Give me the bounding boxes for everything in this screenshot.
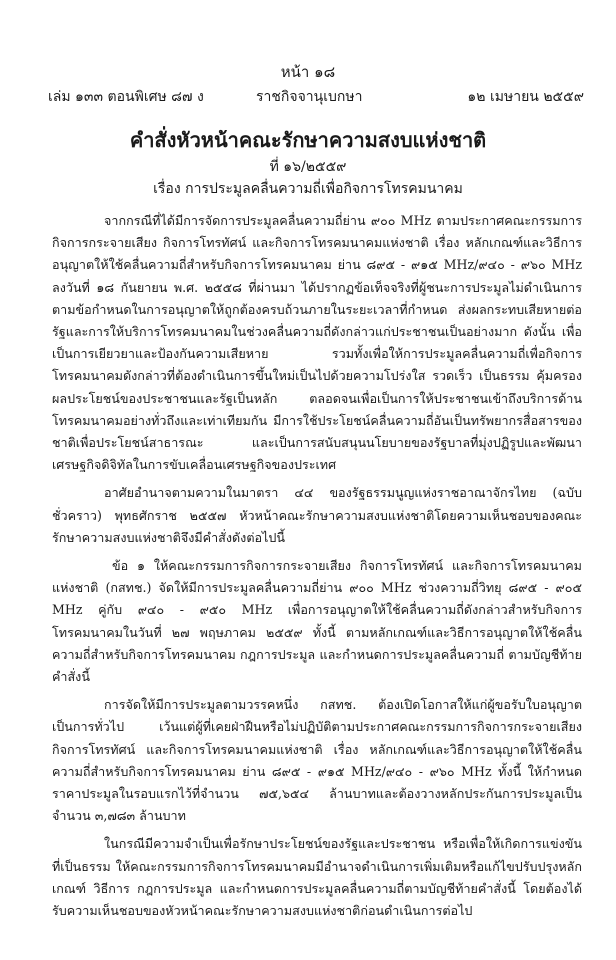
order-body [52,210,582,928]
order-subject: เรื่อง การประมูลคลื่นความถี่เพื่อกิจการโทรคมนาคม [153,181,463,197]
gazette-name: ราชกิจจานุเบกษา [256,89,363,105]
paragraph-background: จากกรณีที่ได้มีการจัดการประมูลคลื่นความถี่ย่าน ๙๐๐ MHz ตามประกาศคณะกรรมการกิจการกระจายเสียง กิจการโทรทัศน์ และกิจการโทรคมนาคมแห่งชาติ เรื่อง หลักเกณฑ์และวิธีการอนุญาตให้ใช้คลื่นความถี่สำหรับกิจการโทรคมนาคม ย่าน ๘๙๕ - ๙๑๕ MHz/๙๔๐ - ๙๖๐ MHz ลงวันที่ ๑๘ กันยายน พ.ศ. ๒๕๕๘ ที่ผ่านมา ได้ปรากฏข้อเท็จจริงที่ผู้ชนะการประมูลไม่ดำเนินการตามข้อกำหนดในการอนุญาตให้ถูกต้องครบถ้วนภายในระยะเวลาที่กำหนด ส่งผลกระทบเสียหายต่อรัฐและการให้บริการโทรคมนาคมในช่วงคลื่นความถี่ดังกล่าวแก่ประชาชนเป็นอย่างมาก ดังนั้น เพื่อเป็นการเยียวยาและป้องกันความเสียหาย รวมทั้งเพื่อให้การประมูลคลื่นความถี่เพื่อกิจการโทรคมนาคมดังกล่าวที่ต้องดำเนินการขึ้นใหม่เป็นไปด้วยความโปร่งใส รวดเร็ว เป็นธรรม คุ้มครองผลประโยชน์ของประชาชนและรัฐเป็นหลัก ตลอดจนเพื่อเป็นการให้ประชาชนเข้าถึงบริการด้านโทรคมนาคมอย่างทั่วถึงและเท่าเทียมกัน มีการใช้ประโยชน์คลื่นความถี่อันเป็นทรัพยากรสื่อสารของชาติเพื่อประโยชน์สาธารณะ และเป็นการสนับสนุนนโยบายของรัฐบาลที่มุ่งปฏิรูปและพัฒนาเศรษฐกิจดิจิทัลในการขับเคลื่อนเศรษฐกิจของประเทศ [52,213,582,473]
paragraph-authority: อาศัยอำนาจตามความในมาตรา ๔๔ ของรัฐธรรมนูญแห่งราชอาณาจักรไทย (ฉบับชั่วคราว) พุทธศักราช ๒๕๕๗ หัวหน้าคณะรักษาความสงบแห่งชาติโดยความเห็นชอบของคณะรักษาความสงบแห่งชาติจึงมีคำสั่งดังต่อไปนี้ [52,485,582,545]
paragraph-clause-1: ข้อ ๑ ให้คณะกรรมการกิจการกระจายเสียง กิจการโทรทัศน์ และกิจการโทรคมนาคมแห่งชาติ (กสทช.) จัดให้มีการประมูลคลื่นความถี่ย่าน ๙๐๐ MHz ช่วงความถี่วิทยุ ๘๙๕ - ๙๐๕ MHz คู่กับ ๙๔๐ - ๙๕๐ MHz เพื่อการอนุญาตให้ใช้คลื่นความถี่ดังกล่าวสำหรับกิจการโทรคมนาคมในวันที่ ๒๗ พฤษภาคม ๒๕๕๙ ทั้งนี้ ตามหลักเกณฑ์และวิธีการอนุญาตให้ใช้คลื่นความถี่สำหรับกิจการโทรคมนาคม กฎการประมูล และกำหนดการประมูลคลื่นความถี่ ตามบัญชีท้ายคำสั่งนี้ [52,558,582,685]
order-number: ที่ ๑๖/๒๕๕๙ [269,159,347,175]
page-number: หน้า ๑๘ [280,63,336,81]
gazette-header [48,86,584,108]
order-title: คำสั่งหัวหน้าคณะรักษาความสงบแห่งชาติ [129,128,487,152]
publication-date: ๑๒ เมษายน ๒๕๕๙ [467,89,584,105]
paragraph-auction-terms: การจัดให้มีการประมูลตามวรรคหนึ่ง กสทช. ต้องเปิดโอกาสให้แก่ผู้ขอรับใบอนุญาตเป็นการทั่วไป เว้นแต่ผู้ที่เคยฝ่าฝืนหรือไม่ปฏิบัติตามประกาศคณะกรรมการกิจการกระจายเสียง กิจการโทรทัศน์ และกิจการโทรคมนาคมแห่งชาติ เรื่อง หลักเกณฑ์และวิธีการอนุญาตให้ใช้คลื่นความถี่สำหรับกิจการโทรคมนาคม ย่าน ๘๙๕ - ๙๑๕ MHz/๙๔๐ - ๙๖๐ MHz ทั้งนี้ ให้กำหนดราคาประมูลในรอบแรกไว้ที่จำนวน ๗๕,๖๕๔ ล้านบาทและต้องวางหลักประกันการประมูลเป็นจำนวน ๓,๗๘๓ ล้านบาท [52,697,582,824]
volume-issue: เล่ม ๑๓๓ ตอนพิเศษ ๘๗ ง [48,89,204,105]
paragraph-amendment-power: ในกรณีมีความจำเป็นเพื่อรักษาประโยชน์ของรัฐและประชาชน หรือเพื่อให้เกิดการแข่งขันที่เป็นธรรม ให้คณะกรรมการกิจการโทรคมนาคมมีอำนาจดำเนินการเพิ่มเติมหรือแก้ไขปรับปรุงหลักเกณฑ์ วิธีการ กฎการประมูล และกำหนดการประมูลคลื่นความถี่ตามบัญชีท้ายคำสั่งนี้ โดยต้องได้รับความเห็นชอบของหัวหน้าคณะรักษาความสงบแห่งชาติก่อนดำเนินการต่อไป [52,836,582,919]
